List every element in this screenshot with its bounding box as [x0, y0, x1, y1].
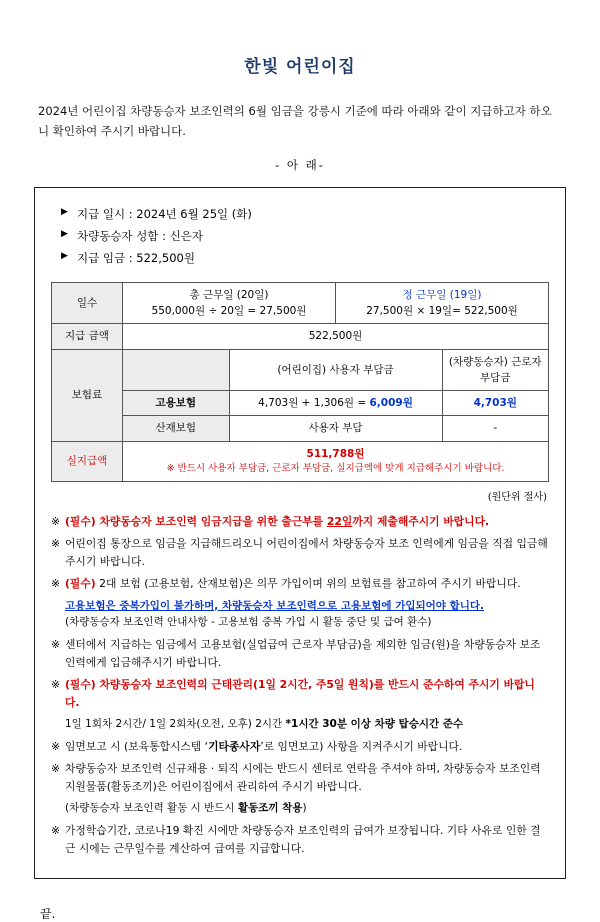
- note-text: (필수) 차량동승자 보조인력의 근태관리(1일 2시간, 주5일 원칙)를 반드시 준수하여 주시기 바랍니다.: [65, 678, 535, 709]
- total-workdays-calc: 550,000원 ÷ 20일 = 27,500원: [151, 305, 307, 318]
- note-segment-emph: 22일: [326, 514, 353, 528]
- note-item: [51, 575, 549, 592]
- unit-note: (원단위 절사): [487, 491, 547, 503]
- employment-insurance-employer: [229, 391, 442, 416]
- net-amount-value: 511,788원: [306, 447, 365, 460]
- note-text: 센터에서 지급하는 임금에서 고용보험(실업급여 근로자 부담금)을 제외한 임금(원)을 차량동승자 보조 인력에게 입금해주시기 바랍니다.: [65, 638, 541, 669]
- list-item-label: 차량동승자 성함 : 신은자: [77, 229, 203, 244]
- note-segment: ’로 임면보고) 사항을 지켜주시기 바랍니다.: [260, 739, 463, 753]
- asterisk-icon: ※: [51, 638, 61, 652]
- note-text: [65, 738, 549, 755]
- industrial-insurance-worker: -: [442, 416, 549, 441]
- table-row: [52, 282, 549, 324]
- payment-table: [51, 282, 549, 482]
- note-segment: 2대 보험 (고용보험, 산재보험)은 의무 가입이며 위의 보험료를 참고하여 주시기 바랍니다.: [95, 577, 521, 591]
- table-row: [52, 349, 549, 391]
- note-item: [51, 513, 549, 530]
- row-label-insurance: 보험료: [52, 349, 123, 441]
- content-box: [34, 187, 566, 879]
- note-segment-emph: (필수): [65, 577, 96, 591]
- industrial-insurance-label: 산재보험: [123, 416, 230, 441]
- asterisk-icon: ※: [51, 514, 61, 528]
- note-text: [65, 513, 549, 530]
- table-row: [52, 441, 549, 481]
- total-workdays-cell: [123, 282, 336, 324]
- note-segment: (필수) 차량동승자 보조인력 임금지급을 위한 출근부를: [65, 514, 327, 528]
- note-segment: 까지 제출해주시기 바랍니다.: [352, 514, 490, 528]
- total-workdays-title: 총 근무일 (20일): [189, 288, 269, 301]
- note-text: 가정학습기간, 코로나19 확진 시에만 차량동승자 보조인력의 급여가 보장됩니다. 기타 사유로 인한 결근 시에는 근무일수를 계산하여 급여를 지급합니다.: [65, 824, 541, 855]
- note-segment: ): [302, 802, 307, 815]
- worker-share-head: (차량동승자) 근로자 부담금: [442, 349, 549, 391]
- note-item: [51, 676, 549, 711]
- net-amount-note: ※ 반드시 사용자 부담금, 근로자 부담금, 실지급액에 맞게 지급해주시기 바랍니다.: [166, 462, 505, 474]
- asterisk-icon: ※: [51, 739, 61, 753]
- employer-calc-total: 6,009원: [369, 397, 413, 410]
- note-item: [51, 636, 549, 671]
- actual-workdays-cell: [336, 282, 549, 324]
- note-item: [51, 535, 549, 570]
- note-item: [51, 738, 549, 755]
- industrial-insurance-employer: 사용자 부담: [229, 416, 442, 441]
- note-segment: (차량동승자 보조인력 활동 시 반드시: [65, 802, 238, 815]
- note-segment-emph: *1시간 30분 이상 차량 탑승시간 준수: [285, 718, 464, 731]
- note-segment: 임면보고 시 (보육통합시스템 ‘: [65, 739, 209, 753]
- note-text: [65, 575, 549, 592]
- asterisk-icon: ※: [51, 577, 61, 591]
- employer-calc-text: 4,703원 + 1,306원 =: [258, 397, 370, 410]
- net-amount-cell: [123, 441, 549, 481]
- asterisk-icon: ※: [51, 678, 61, 692]
- employment-insurance-label: 고용보험: [123, 391, 230, 416]
- asterisk-icon: ※: [51, 762, 61, 776]
- end-mark: 끝.: [40, 907, 56, 922]
- actual-workdays-title: 정 근무일 (19일): [402, 288, 482, 301]
- note-segment-emph: 활동조끼 착용: [237, 802, 303, 815]
- employment-insurance-worker: 4,703원: [442, 391, 549, 416]
- list-item: [61, 204, 549, 226]
- note-subtext: [65, 598, 549, 615]
- list-item: [61, 226, 549, 248]
- list-item: [61, 248, 549, 270]
- list-item-label: 지급 일시 : 2024년 6월 25일 (화): [77, 207, 252, 222]
- triangle-right-icon: ▶: [61, 250, 68, 261]
- actual-workdays-calc: 27,500원 × 19일= 522,500원: [366, 305, 518, 318]
- note-text: 차량동승자 보조인력 신규채용 · 퇴직 시에는 반드시 센터로 연락을 주셔야 하며, 차량동승자 보조인력 지원물품(활동조끼)은 어린이집에서 관리하여 주시기 바랍니다.: [65, 762, 541, 793]
- note-segment: 1일 1회차 2시간/ 1일 2회차(오전, 오후) 2시간: [65, 718, 286, 731]
- note-text: 어린이집 통장으로 임금을 지급해드리오니 어린이집에서 차량동승자 보조 인력에게 임금을 직접 입금해 주시기 바랍니다.: [65, 537, 548, 568]
- row-label-days: 일수: [52, 282, 123, 324]
- insurance-subcol-blank: [123, 349, 230, 391]
- row-label-amount: 지급 금액: [52, 324, 123, 349]
- note-segment-emph: 고용보험은 중복가입이 불가하며, 차량동승자 보조인력으로 고용보험에 가입되어야 합니다.: [65, 599, 484, 612]
- note-item: [51, 822, 549, 857]
- table-row: [52, 391, 549, 416]
- amount-value: 522,500원: [123, 324, 549, 349]
- note-subtext: (차량동승자 보조인력 안내사항 - 고용보험 중복 가입 시 활동 중단 및 급여 환수): [65, 616, 432, 629]
- table-row: [52, 416, 549, 441]
- row-label-net: 실지급액: [52, 441, 123, 481]
- asterisk-icon: ※: [51, 824, 61, 838]
- note-subtext: [65, 800, 549, 817]
- page-title: 한빛 어린이집: [244, 57, 356, 77]
- note-segment-emph: 기타종사자: [208, 739, 261, 753]
- note-item: [51, 760, 549, 795]
- intro-paragraph: 2024년 어린이집 차량동승자 보조인력의 6월 임금을 강릉시 기준에 따라 아래와 같이 지급하고자 하오니 확인하여 주시기 바랍니다.: [38, 104, 552, 139]
- table-row: [52, 324, 549, 349]
- asterisk-icon: ※: [51, 537, 61, 551]
- employer-share-head: (어린이집) 사용자 부담금: [229, 349, 442, 391]
- list-item-label: 지급 임금 : 522,500원: [77, 250, 195, 265]
- triangle-right-icon: ▶: [61, 229, 68, 240]
- triangle-right-icon: ▶: [61, 207, 68, 218]
- below-label: - 아 래-: [275, 158, 325, 173]
- bullet-list: [61, 204, 549, 270]
- notes-list: [51, 513, 549, 857]
- note-subtext: [65, 716, 549, 733]
